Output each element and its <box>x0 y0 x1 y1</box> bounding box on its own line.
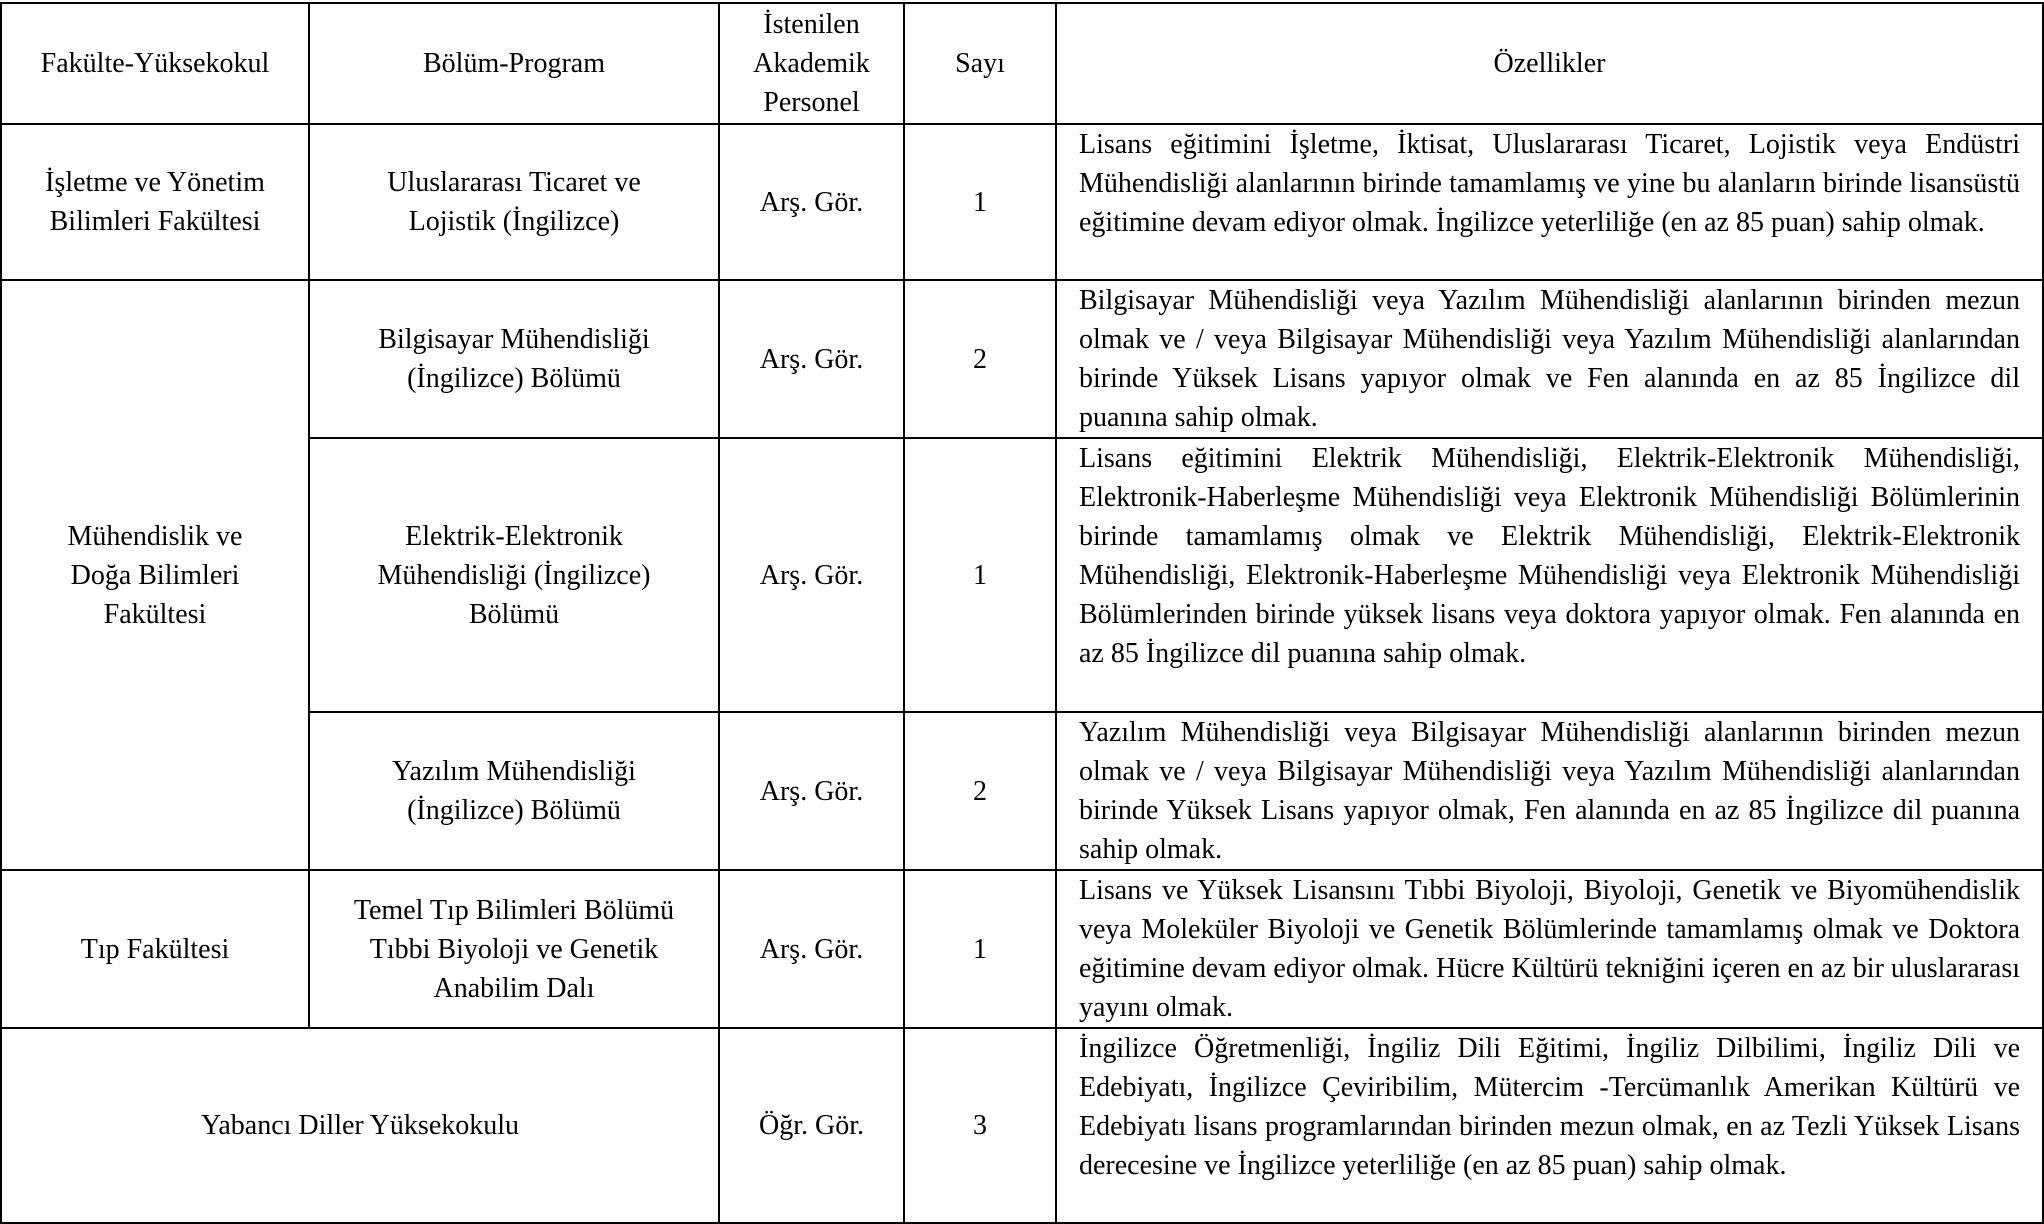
position-cell: Arş. Gör. <box>719 280 904 438</box>
requirements-cell: Yazılım Mühendisliği veya Bilgisayar Mühendisliği alanlarının birinden mezun olmak ve / veya Bilgisayar Mühendisliği veya Yazılım Mühendisliği alanlarından birinde Yüksek Lisans yapıyor olmak, Fen alanında en az 85 İngilizce dil puanına sahip olmak. <box>1056 712 2043 870</box>
header-count: Sayı <box>904 3 1056 124</box>
count-cell: 1 <box>904 124 1056 280</box>
program-cell: Yazılım Mühendisliği (İngilizce) Bölümü <box>309 712 719 870</box>
count-cell: 2 <box>904 712 1056 870</box>
header-requirements: Özellikler <box>1056 3 2043 124</box>
academic-staff-table <box>0 2 2044 1224</box>
header-position: İstenilen Akademik Personel <box>719 3 904 124</box>
position-cell: Arş. Gör. <box>719 712 904 870</box>
faculty-cell: Tıp Fakültesi <box>1 870 309 1028</box>
requirements-cell: Lisans ve Yüksek Lisansını Tıbbi Biyoloji, Biyoloji, Genetik ve Biyomühendislik veya Moleküler Biyoloji ve Genetik Bölümlerinde tamamlamış olmak ve Doktora eğitimine devam ediyor olmak. Hücre Kültürü tekniğini içeren en az bir uluslararası yayını olmak. <box>1056 870 2043 1028</box>
position-cell: Arş. Gör. <box>719 870 904 1028</box>
requirements-cell: Bilgisayar Mühendisliği veya Yazılım Mühendisliği alanlarının birinden mezun olmak ve / veya Bilgisayar Mühendisliği veya Yazılım Mühendisliği alanlarından birinde Yüksek Lisans yapıyor olmak ve Fen alanında en az 85 İngilizce dil puanına sahip olmak. <box>1056 280 2043 438</box>
count-cell: 3 <box>904 1028 1056 1223</box>
faculty-cell: Mühendislik ve Doğa Bilimleri Fakültesi <box>1 280 309 870</box>
table-row <box>1 280 2043 438</box>
program-cell: Temel Tıp Bilimleri Bölümü Tıbbi Biyoloji ve Genetik Anabilim Dalı <box>309 870 719 1028</box>
program-cell: Uluslararası Ticaret ve Lojistik (İngilizce) <box>309 124 719 280</box>
position-cell: Arş. Gör. <box>719 438 904 712</box>
program-cell: Elektrik-Elektronik Mühendisliği (İngilizce) Bölümü <box>309 438 719 712</box>
requirements-cell: Lisans eğitimini Elektrik Mühendisliği, Elektrik-Elektronik Mühendisliği, Elektronik-Haberleşme Mühendisliği veya Elektronik Mühendisliği Bölümlerinin birinde tamamlamış olmak ve Elektrik Mühendisliği, Elektrik-Elektronik Mühendisliği, Elektronik-Haberleşme Mühendisliği veya Elektronik Mühendisliği Bölümlerinden birinde yüksek lisans veya doktora yapıyor olmak. Fen alanında en az 85 İngilizce dil puanına sahip olmak. <box>1056 438 2043 712</box>
faculty-cell: İşletme ve Yönetim Bilimleri Fakültesi <box>1 124 309 280</box>
requirements-cell: İngilizce Öğretmenliği, İngiliz Dili Eğitimi, İngiliz Dilbilimi, İngiliz Dili ve Edebiyatı, İngilizce Çeviribilim, Mütercim -Tercümanlık Amerikan Kültürü ve Edebiyatı lisans programlarından birinden mezun olmak, en az Tezli Yüksek Lisans derecesine ve İngilizce yeterliliğe (en az 85 puan) sahip olmak. <box>1056 1028 2043 1223</box>
table-row <box>1 124 2043 280</box>
position-cell: Öğr. Gör. <box>719 1028 904 1223</box>
count-cell: 1 <box>904 438 1056 712</box>
count-cell: 1 <box>904 870 1056 1028</box>
table-row <box>1 1028 2043 1223</box>
requirements-cell: Lisans eğitimini İşletme, İktisat, Uluslararası Ticaret, Lojistik veya Endüstri Mühendisliği alanlarının birinde tamamlamış ve yine bu alanların birinde lisansüstü eğitimine devam ediyor olmak. İngilizce yeterliliğe (en az 85 puan) sahip olmak. <box>1056 124 2043 280</box>
header-faculty: Fakülte-Yüksekokul <box>1 3 309 124</box>
position-cell: Arş. Gör. <box>719 124 904 280</box>
faculty-cell: Yabancı Diller Yüksekokulu <box>1 1028 719 1223</box>
table-row <box>1 870 2043 1028</box>
header-row <box>1 3 2043 124</box>
program-cell: Bilgisayar Mühendisliği (İngilizce) Bölümü <box>309 280 719 438</box>
header-program: Bölüm-Program <box>309 3 719 124</box>
count-cell: 2 <box>904 280 1056 438</box>
